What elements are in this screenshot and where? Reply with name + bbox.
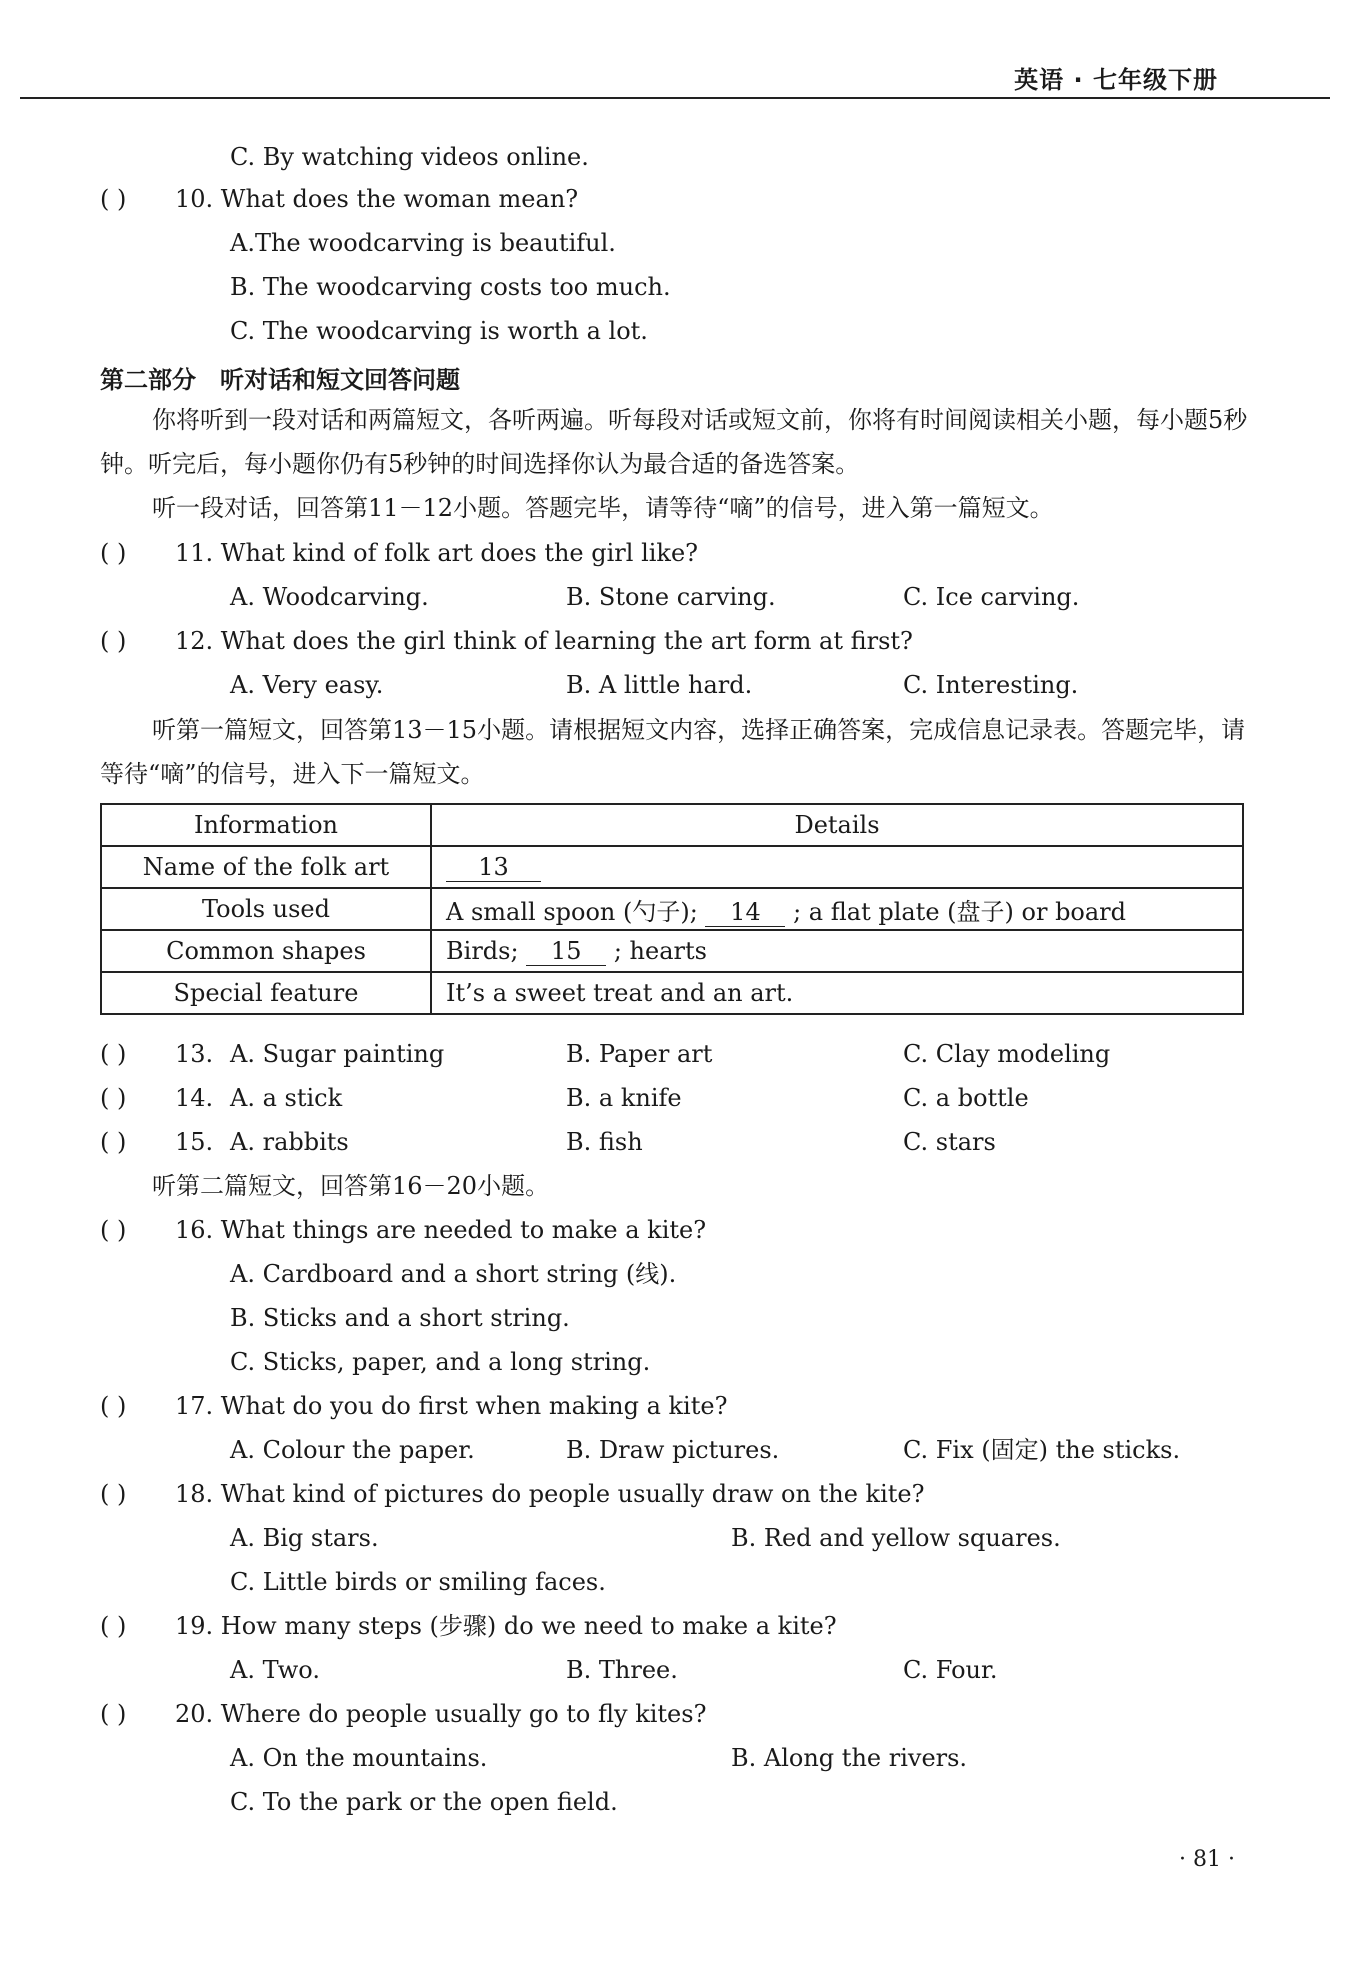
q15-number: 15.: [175, 1128, 214, 1156]
q12-text: 12. What does the girl think of learning the art form at first?: [175, 627, 913, 655]
table-row-details-pre: A small spoon (勺子);: [446, 897, 698, 926]
table-row-label: Name of the folk art: [101, 846, 431, 888]
table-row-label: Special feature: [101, 972, 431, 1014]
q11-answer-paren[interactable]: ( ): [100, 539, 127, 567]
q17-option-a: A. Colour the paper.: [230, 1436, 475, 1464]
q10-option-b: B. The woodcarving costs too much.: [230, 273, 671, 301]
table-row: [101, 846, 1243, 888]
q14-option-b: B. a knife: [566, 1084, 682, 1112]
q16-option-a: A. Cardboard and a short string (线).: [230, 1260, 677, 1288]
instr-passage1: 听第一篇短文，回答第13－15小题。请根据短文内容，选择正确答案，完成信息记录表。答题完毕，请等待“嘀”的信号，进入下一篇短文。: [100, 716, 1246, 788]
header-rule: [20, 97, 1330, 99]
table-row-label: Tools used: [101, 888, 431, 930]
q20-option-a: A. On the mountains.: [230, 1744, 488, 1772]
q19-option-a: A. Two.: [230, 1656, 320, 1684]
q10-text: 10. What does the woman mean?: [175, 185, 579, 213]
answer-blank-15[interactable]: 15: [526, 937, 606, 966]
q20-answer-paren[interactable]: ( ): [100, 1700, 127, 1728]
q18-option-c: C. Little birds or smiling faces.: [230, 1568, 606, 1596]
instr-dialogue: 听一段对话，回答第11－12小题。答题完毕，请等待“嘀”的信号，进入第一篇短文。: [152, 494, 1054, 522]
table-row-details: It’s a sweet treat and an art.: [431, 972, 1243, 1014]
table-row-details-pre: Birds;: [446, 936, 519, 965]
table-header-row: [101, 804, 1243, 846]
q12-option-a: A. Very easy.: [230, 671, 384, 699]
table-row-details: [431, 846, 1243, 888]
q19-option-c: C. Four.: [903, 1656, 998, 1684]
instr-passage2: 听第二篇短文，回答第16－20小题。: [152, 1172, 550, 1200]
q13-answer-paren[interactable]: ( ): [100, 1040, 127, 1068]
table-row: [101, 930, 1243, 972]
section2-intro: 你将听到一段对话和两篇短文，各听两遍。听每段对话或短文前，你将有时间阅读相关小题，每小题5秒钟。听完后，每小题你仍有5秒钟的时间选择你认为最合适的备选答案。: [100, 406, 1248, 478]
q15-option-b: B. fish: [566, 1128, 643, 1156]
q11-option-c: C. Ice carving.: [903, 583, 1080, 611]
q14-option-c: C. a bottle: [903, 1084, 1029, 1112]
q18-text: 18. What kind of pictures do people usually draw on the kite?: [175, 1480, 925, 1508]
q19-text: 19. How many steps (步骤) do we need to make a kite?: [175, 1612, 837, 1640]
q15-option-a: A. rabbits: [230, 1128, 349, 1156]
table-row-details: [431, 888, 1243, 930]
table-header-information: Information: [101, 804, 431, 846]
q14-answer-paren[interactable]: ( ): [100, 1084, 127, 1112]
q19-option-b: B. Three.: [566, 1656, 678, 1684]
q11-option-b: B. Stone carving.: [566, 583, 776, 611]
table-row: [101, 972, 1243, 1014]
q15-answer-paren[interactable]: ( ): [100, 1128, 127, 1156]
q20-text: 20. Where do people usually go to fly kites?: [175, 1700, 707, 1728]
q10-option-c: C. The woodcarving is worth a lot.: [230, 317, 648, 345]
table-row-details-post: ; a flat plate (盘子) or board: [793, 897, 1127, 926]
info-record-table: [100, 803, 1244, 1015]
section2-title: 第二部分 听对话和短文回答问题: [100, 366, 460, 394]
table-header-details: Details: [431, 804, 1243, 846]
q17-text: 17. What do you do first when making a kite?: [175, 1392, 728, 1420]
q20-option-c: C. To the park or the open field.: [230, 1788, 618, 1816]
q12-option-b: B. A little hard.: [566, 671, 753, 699]
q10-answer-paren[interactable]: ( ): [100, 185, 127, 213]
q16-option-c: C. Sticks, paper, and a long string.: [230, 1348, 651, 1376]
q15-option-c: C. stars: [903, 1128, 996, 1156]
q13-option-b: B. Paper art: [566, 1040, 713, 1068]
q19-answer-paren[interactable]: ( ): [100, 1612, 127, 1640]
q17-option-c: C. Fix (固定) the sticks.: [903, 1436, 1181, 1464]
q17-option-b: B. Draw pictures.: [566, 1436, 780, 1464]
q17-answer-paren[interactable]: ( ): [100, 1392, 127, 1420]
q18-option-b: B. Red and yellow squares.: [731, 1524, 1061, 1552]
q18-option-a: A. Big stars.: [230, 1524, 379, 1552]
q12-option-c: C. Interesting.: [903, 671, 1079, 699]
q10-option-a: A.The woodcarving is beautiful.: [230, 229, 616, 257]
q9-option-c: C. By watching videos online.: [230, 143, 589, 171]
q11-option-a: A. Woodcarving.: [230, 583, 429, 611]
q18-answer-paren[interactable]: ( ): [100, 1480, 127, 1508]
q13-number: 13.: [175, 1040, 214, 1068]
q13-option-c: C. Clay modeling: [903, 1040, 1111, 1068]
table-row-label: Common shapes: [101, 930, 431, 972]
page-number: · 81 ·: [1179, 1847, 1235, 1872]
q11-text: 11. What kind of folk art does the girl like?: [175, 539, 699, 567]
table-row: [101, 888, 1243, 930]
answer-blank-13[interactable]: 13: [446, 853, 541, 882]
q20-option-b: B. Along the rivers.: [731, 1744, 968, 1772]
q14-number: 14.: [175, 1084, 214, 1112]
table-row-details-post: ; hearts: [613, 936, 707, 965]
q12-answer-paren[interactable]: ( ): [100, 627, 127, 655]
q14-option-a: A. a stick: [230, 1084, 343, 1112]
answer-blank-14[interactable]: 14: [705, 898, 785, 927]
table-row-details: [431, 930, 1243, 972]
q16-text: 16. What things are needed to make a kite?: [175, 1216, 707, 1244]
q16-answer-paren[interactable]: ( ): [100, 1216, 127, 1244]
q13-option-a: A. Sugar painting: [230, 1040, 445, 1068]
q16-option-b: B. Sticks and a short string.: [230, 1304, 570, 1332]
page-header-title: 英语 · 七年级下册: [1014, 66, 1218, 94]
